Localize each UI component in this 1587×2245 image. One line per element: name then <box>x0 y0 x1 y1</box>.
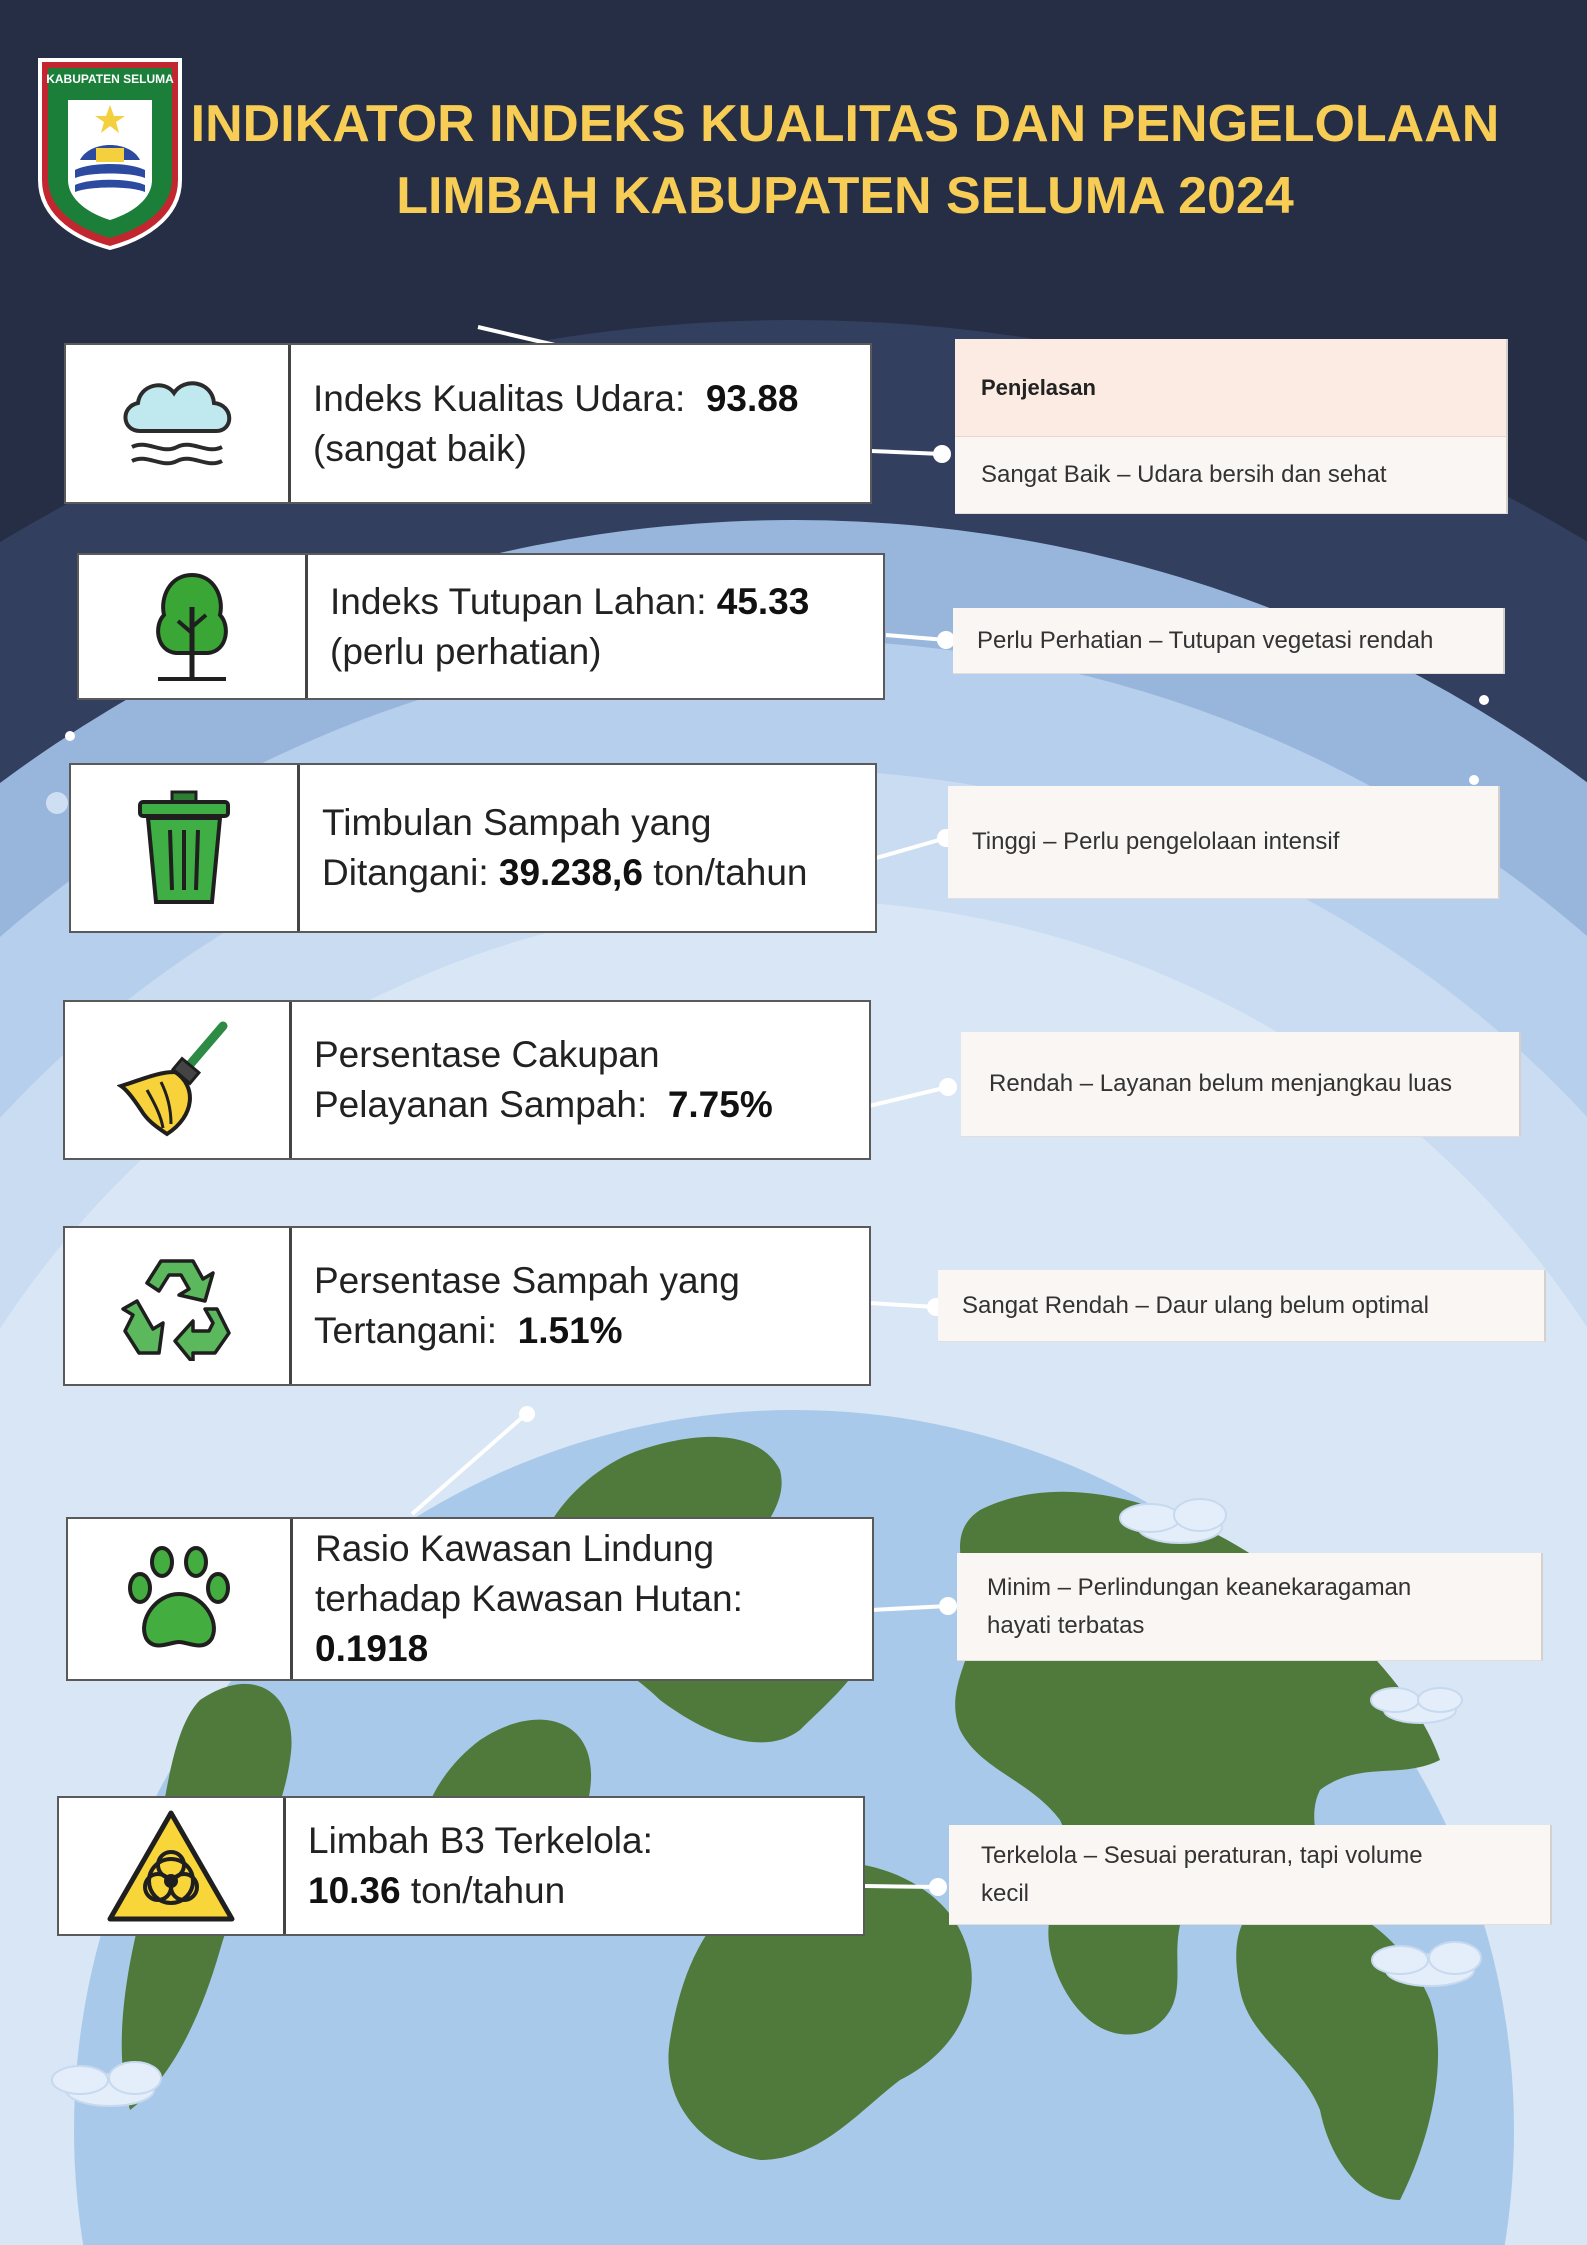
recycle-icon <box>117 1251 237 1361</box>
title-line-2: LIMBAH KABUPATEN SELUMA 2024 <box>396 167 1294 225</box>
seluma-regency-logo <box>30 50 190 250</box>
cloud-icon <box>112 369 242 479</box>
broom-icon <box>117 1020 237 1140</box>
biohazard-icon <box>106 1807 236 1925</box>
explanation-note-b3-waste <box>949 1825 1552 1925</box>
indicator-value: 10.36 <box>308 1870 401 1911</box>
indicator-label-line1: Persentase Sampah yang <box>314 1260 740 1301</box>
indicator-label: Tertangani: <box>314 1310 498 1351</box>
page-title <box>170 88 1520 232</box>
note-text: Perlu Perhatian – Tutupan vegetasi rendah <box>977 626 1434 654</box>
logo-label: KABUPATEN SELUMA <box>46 72 174 86</box>
explanation-note-waste-service <box>961 1032 1521 1137</box>
indicator-value: 0.1918 <box>315 1628 429 1669</box>
indicator-label: Indeks Tutupan Lahan: <box>330 580 707 622</box>
indicator-label: Limbah B3 Terkelola: <box>308 1820 653 1861</box>
trash-bin-icon <box>134 788 234 908</box>
explanation-note-waste-generation <box>948 786 1500 899</box>
indicator-status: (sangat baik) <box>313 427 527 469</box>
note-text-line1: Terkelola – Sesuai peraturan, tapi volume <box>981 1841 1423 1869</box>
title-line-1: INDIKATOR INDEKS KUALITAS DAN PENGELOLAAN <box>190 95 1500 153</box>
indicator-value: 93.88 <box>705 377 799 419</box>
note-text-line1: Minim – Perlindungan keanekaragaman <box>987 1573 1412 1601</box>
indicator-card-waste-handled <box>63 1226 871 1386</box>
explanation-note-air-quality <box>955 437 1508 514</box>
indicator-unit: ton/tahun <box>653 852 808 893</box>
indicator-label: Pelayanan Sampah: <box>314 1084 648 1125</box>
indicator-card-waste-service <box>63 1000 871 1160</box>
indicator-card-waste-generation <box>69 763 877 933</box>
indicator-label-line1: Timbulan Sampah yang <box>322 802 712 843</box>
explanation-note-land-cover <box>953 608 1505 674</box>
indicator-label: Indeks Kualitas Udara: <box>313 377 686 419</box>
note-text: Sangat Baik – Udara bersih dan sehat <box>981 461 1387 488</box>
paw-icon <box>124 1544 234 1654</box>
indicator-label-line1: Rasio Kawasan Lindung <box>315 1528 715 1569</box>
indicator-value: 45.33 <box>716 580 810 622</box>
explanation-header: Penjelasan <box>955 339 1508 437</box>
indicator-value: 7.75% <box>667 1084 773 1125</box>
indicator-card-protected-area <box>66 1517 874 1681</box>
indicator-label-line1: Persentase Cakupan <box>314 1034 660 1075</box>
note-text: Sangat Rendah – Daur ulang belum optimal <box>962 1291 1429 1319</box>
indicator-card-b3-waste <box>57 1796 865 1936</box>
indicator-card-land-cover <box>77 553 885 700</box>
indicator-value: 39.238,6 <box>498 852 643 893</box>
note-text: Rendah – Layanan belum menjangkau luas <box>989 1070 1452 1097</box>
indicator-label: terhadap Kawasan Hutan: <box>315 1578 743 1619</box>
indicator-status: (perlu perhatian) <box>330 630 602 672</box>
note-text: Tinggi – Perlu pengelolaan intensif <box>972 828 1340 855</box>
note-text: hayati terbatas <box>987 1611 1145 1639</box>
indicator-value: 1.51% <box>517 1310 623 1351</box>
explanation-note-waste-handled <box>938 1270 1546 1342</box>
indicator-unit: ton/tahun <box>410 1870 566 1911</box>
indicator-card-air-quality <box>64 343 872 504</box>
tree-icon <box>142 567 242 687</box>
explanation-note-protected-area <box>957 1553 1543 1661</box>
note-text: kecil <box>981 1879 1030 1907</box>
indicator-label: Ditangani: <box>322 852 489 893</box>
